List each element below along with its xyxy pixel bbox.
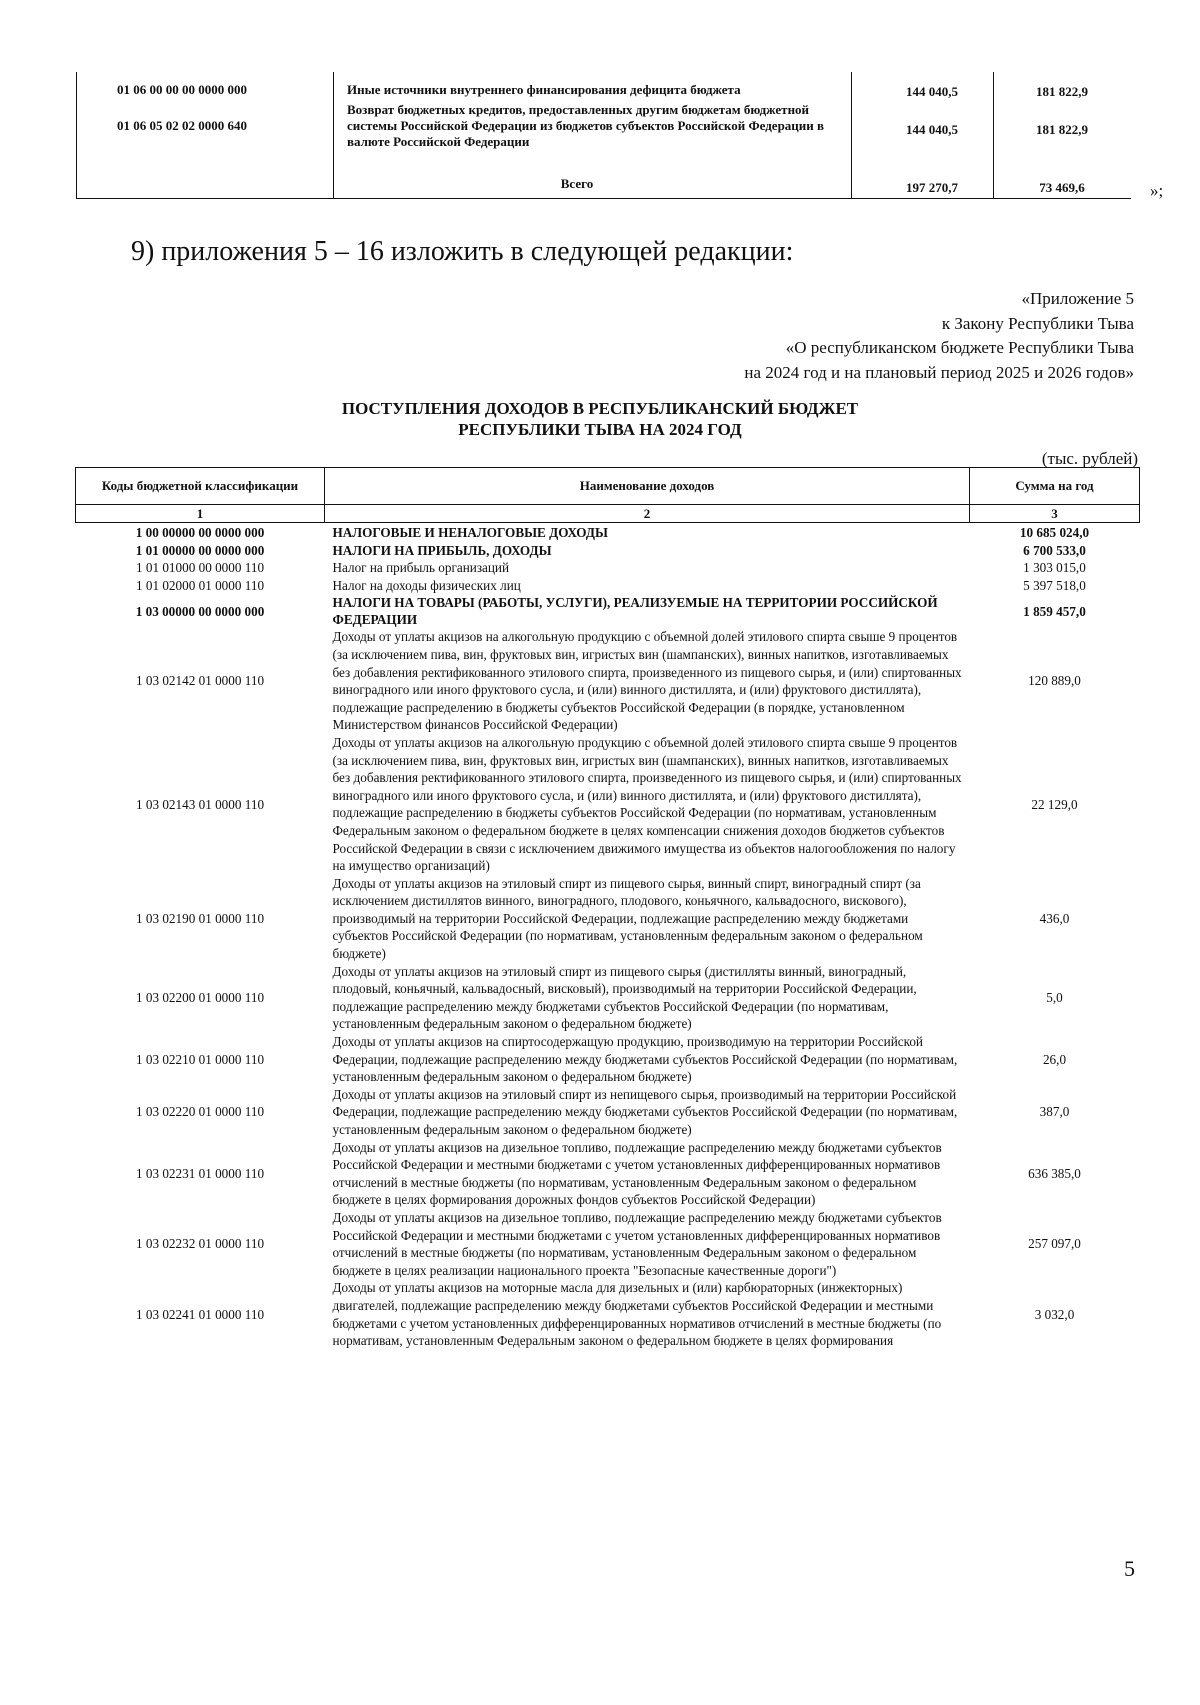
row-code: 1 03 02142 01 0000 110: [135, 673, 265, 689]
row-value-1: 144 040,5: [906, 122, 958, 137]
table-row: [76, 1209, 1140, 1279]
row-value-1: 144 040,5: [906, 84, 958, 99]
row-sum: 387,0: [1039, 1104, 1070, 1120]
row-code: 1 03 00000 00 0000 000: [135, 603, 265, 619]
row-code: 1 03 02241 01 0000 110: [135, 1306, 265, 1322]
row-name: Возврат бюджетных кредитов, предоставленных другим бюджетам бюджетной системы Российской Федерации из бюджетов субъектов Российской Федерации в валюте Российской Федерации: [347, 102, 825, 149]
row-name: Доходы от уплаты акцизов на моторные масла для дизельных и (или) карбюраторных (инжекторных) двигателей, подлежащие распределению между бюджетами субъектов Российской Федерации и местными бюджетами с учетом установленных дифференцированных нормативов отчислений в местные бюджеты (по нормативам, установленным Федеральным законом о федеральном бюджете в целях формирования: [332, 1280, 942, 1349]
row-name: Доходы от уплаты акцизов на этиловый спирт из непищевого сырья, производимый на территории Российской Федерации, подлежащие распределению между бюджетами субъектов Российской Федерации (по нормативам, установленным федеральным законом о федеральном бюджете): [332, 1086, 958, 1137]
row-code: 1 03 02220 01 0000 110: [135, 1104, 265, 1120]
column-number: 2: [325, 505, 970, 523]
revenue-table: [75, 467, 1140, 1350]
row-sum: 3 032,0: [1034, 1306, 1075, 1322]
row-name: Доходы от уплаты акцизов на спиртосодержащую продукцию, производимую на территории Российской Федерации, подлежащие распределению между бюджетами субъектов Российской Федерации (по нормативам, установленным федеральным законом о федеральном бюджете): [332, 1034, 958, 1085]
row-name: Налог на доходы физических лиц: [332, 577, 521, 593]
row-sum: 1 303 015,0: [1023, 560, 1086, 576]
header-sum: Сумма на год: [970, 468, 1140, 505]
row-value-2: 181 822,9: [1036, 122, 1088, 137]
table-row: [76, 1086, 1140, 1139]
row-name: Доходы от уплаты акцизов на дизельное топливо, подлежащие распределению между бюджетами субъектов Российской Федерации и местными бюджетами с учетом установленных дифференцированных нормативов отчислений в местные бюджеты (по нормативам, установленным Федеральным законом о федеральном бюджете в целях формирования дорожных фондов субъектов Российской Федерации): [332, 1139, 942, 1208]
units-label: (тыс. рублей): [1041, 449, 1138, 468]
row-code: 1 03 02232 01 0000 110: [135, 1236, 265, 1252]
row-name: Доходы от уплаты акцизов на этиловый спирт из пищевого сырья (дистилляты винный, виноградный, плодовый, коньячный, кальвадосный, висковый), производимый на территории Российской Федерации, подлежащие распределению между бюджетами субъектов Российской Федерации (по нормативам, установленным федеральным законом о федеральном бюджете): [332, 963, 917, 1032]
table-row: [76, 1033, 1140, 1086]
row-name: Доходы от уплаты акцизов на дизельное топливо, подлежащие распределению между бюджетами субъектов Российской Федерации и местными бюджетами с учетом установленных дифференцированных нормативов отчислений в местные бюджеты (по нормативам, установленным Федеральным законом о федеральном бюджете в целях реализации национального проекта "Безопасные качественные дороги"): [332, 1209, 942, 1278]
total-value-2: 73 469,6: [1039, 180, 1085, 195]
row-sum: 26,0: [1042, 1051, 1067, 1067]
table-row: [76, 542, 1140, 560]
column-divider: [993, 72, 994, 198]
table-row: [76, 523, 1140, 542]
table-row: [76, 1279, 1140, 1349]
appendix-line: «Приложение 5: [1021, 289, 1134, 308]
table-row: [76, 628, 1140, 734]
row-code: 1 00 00000 00 0000 000: [135, 525, 265, 540]
row-code: 01 06 00 00 00 0000 000: [117, 82, 247, 97]
row-name: Доходы от уплаты акцизов на этиловый спирт из пищевого сырья, винный спирт, виноградный спирт (за исключением дистиллятов винного, виноградного, плодового, коньячного, кальвадосного, вискового), производимый на территории Российской Федерации, подлежащие распределению между бюджетами субъектов Российской Федерации (по нормативам, установленным федеральным законом о федеральном бюджете): [332, 875, 923, 962]
row-value-2: 181 822,9: [1036, 84, 1088, 99]
row-code: 1 03 02190 01 0000 110: [135, 910, 265, 926]
clause-text: 9) приложения 5 – 16 изложить в следующей редакции:: [131, 236, 794, 267]
row-code: 1 01 02000 01 0000 110: [135, 577, 265, 593]
row-sum: 257 097,0: [1028, 1236, 1081, 1252]
row-name: Доходы от уплаты акцизов на алкогольную продукцию с объемной долей этилового спирта свыше 9 процентов (за исключением пива, вин, фруктовых вин, игристых вин (шампанских), винных напитков, изготавливаемых без добавления ректификованного этилового спирта, произведенного из пищевого сырья, и (или) спиртованных виноградного или иного фруктового сусла, и (или) винного дистиллята, и (или) фруктового дистиллята), подлежащие распределению в бюджеты субъектов Российской Федерации (в порядке, установленном Министерством финансов Российской Федерации): [332, 629, 962, 733]
row-sum: 22 129,0: [1031, 796, 1078, 812]
row-name: НАЛОГИ НА ТОВАРЫ (РАБОТЫ, УСЛУГИ), РЕАЛИЗУЕМЫЕ НА ТЕРРИТОРИИ РОССИЙСКОЙ ФЕДЕРАЦИИ: [332, 595, 938, 628]
closing-quote: »;: [1150, 181, 1164, 200]
row-sum: 5,0: [1046, 990, 1063, 1006]
row-code: 1 03 02231 01 0000 110: [135, 1165, 265, 1181]
row-name: НАЛОГИ НА ПРИБЫЛЬ, ДОХОДЫ: [332, 542, 552, 558]
row-sum: 6 700 533,0: [1023, 542, 1086, 558]
row-code: 1 03 02210 01 0000 110: [135, 1051, 265, 1067]
continuation-table: [76, 72, 1131, 199]
title-line: ПОСТУПЛЕНИЯ ДОХОДОВ В РЕСПУБЛИКАНСКИЙ БЮДЖЕТ: [341, 399, 859, 418]
row-sum: 1 859 457,0: [1023, 603, 1086, 619]
table-row: [76, 1139, 1140, 1209]
table-row: [76, 734, 1140, 875]
row-code: 01 06 05 02 02 0000 640: [117, 118, 247, 133]
row-name: Налог на прибыль организаций: [332, 560, 510, 576]
table-row: [76, 594, 1140, 628]
row-name: Иные источники внутреннего финансирования дефицита бюджета: [347, 82, 741, 97]
appendix-line: к Закону Республики Тыва: [941, 313, 1134, 333]
total-label: Всего: [560, 176, 594, 191]
row-code: 1 03 02143 01 0000 110: [135, 796, 265, 812]
document-title: [0, 398, 1200, 440]
column-number: 3: [970, 505, 1140, 523]
column-number: 1: [76, 505, 325, 523]
header-codes: Коды бюджетной классификации: [76, 468, 325, 505]
table-row: [76, 963, 1140, 1033]
appendix-header: [744, 287, 1134, 385]
row-sum: 120 889,0: [1028, 673, 1081, 689]
table-row: [76, 577, 1140, 595]
row-code: 1 01 00000 00 0000 000: [135, 542, 265, 558]
page-number: 5: [1124, 1556, 1135, 1581]
row-code: 1 03 02200 01 0000 110: [135, 990, 265, 1006]
row-sum: 5 397 518,0: [1023, 577, 1086, 593]
row-code: 1 01 01000 00 0000 110: [135, 560, 265, 576]
title-line: РЕСПУБЛИКИ ТЫВА НА 2024 ГОД: [458, 420, 742, 439]
table-row: [76, 559, 1140, 577]
table-row: [76, 875, 1140, 963]
appendix-line: «О республиканском бюджете Республики Тыва: [785, 338, 1134, 357]
total-value-1: 197 270,7: [906, 180, 958, 195]
appendix-line: на 2024 год и на плановый период 2025 и 2026 годов»: [744, 362, 1134, 382]
row-sum: 636 385,0: [1028, 1165, 1081, 1181]
header-name: Наименование доходов: [325, 468, 970, 505]
row-sum: 436,0: [1039, 910, 1070, 926]
row-name: НАЛОГОВЫЕ И НЕНАЛОГОВЫЕ ДОХОДЫ: [332, 525, 608, 541]
row-sum: 10 685 024,0: [1019, 525, 1090, 540]
row-name: Доходы от уплаты акцизов на алкогольную продукцию с объемной долей этилового спирта свыше 9 процентов (за исключением пива, вин, фруктовых вин, игристых вин (шампанских), винных напитков, изготавливаемых без добавления ректификованного этилового спирта, произведенного из пищевого сырья, и (или) спиртованных виноградного или иного фруктового сусла, и (или) винного дистиллята, и (или) фруктового дистиллята), подлежащие распределению в бюджеты субъектов Российской Федерации (по нормативам, установленным Федеральным законом о федеральном бюджете в целях компенсации снижения доходов бюджетов субъектов Российской Федерации в связи с исключением движимого имущества из объектов налогообложения по налогу на имущество организаций): [332, 734, 962, 874]
